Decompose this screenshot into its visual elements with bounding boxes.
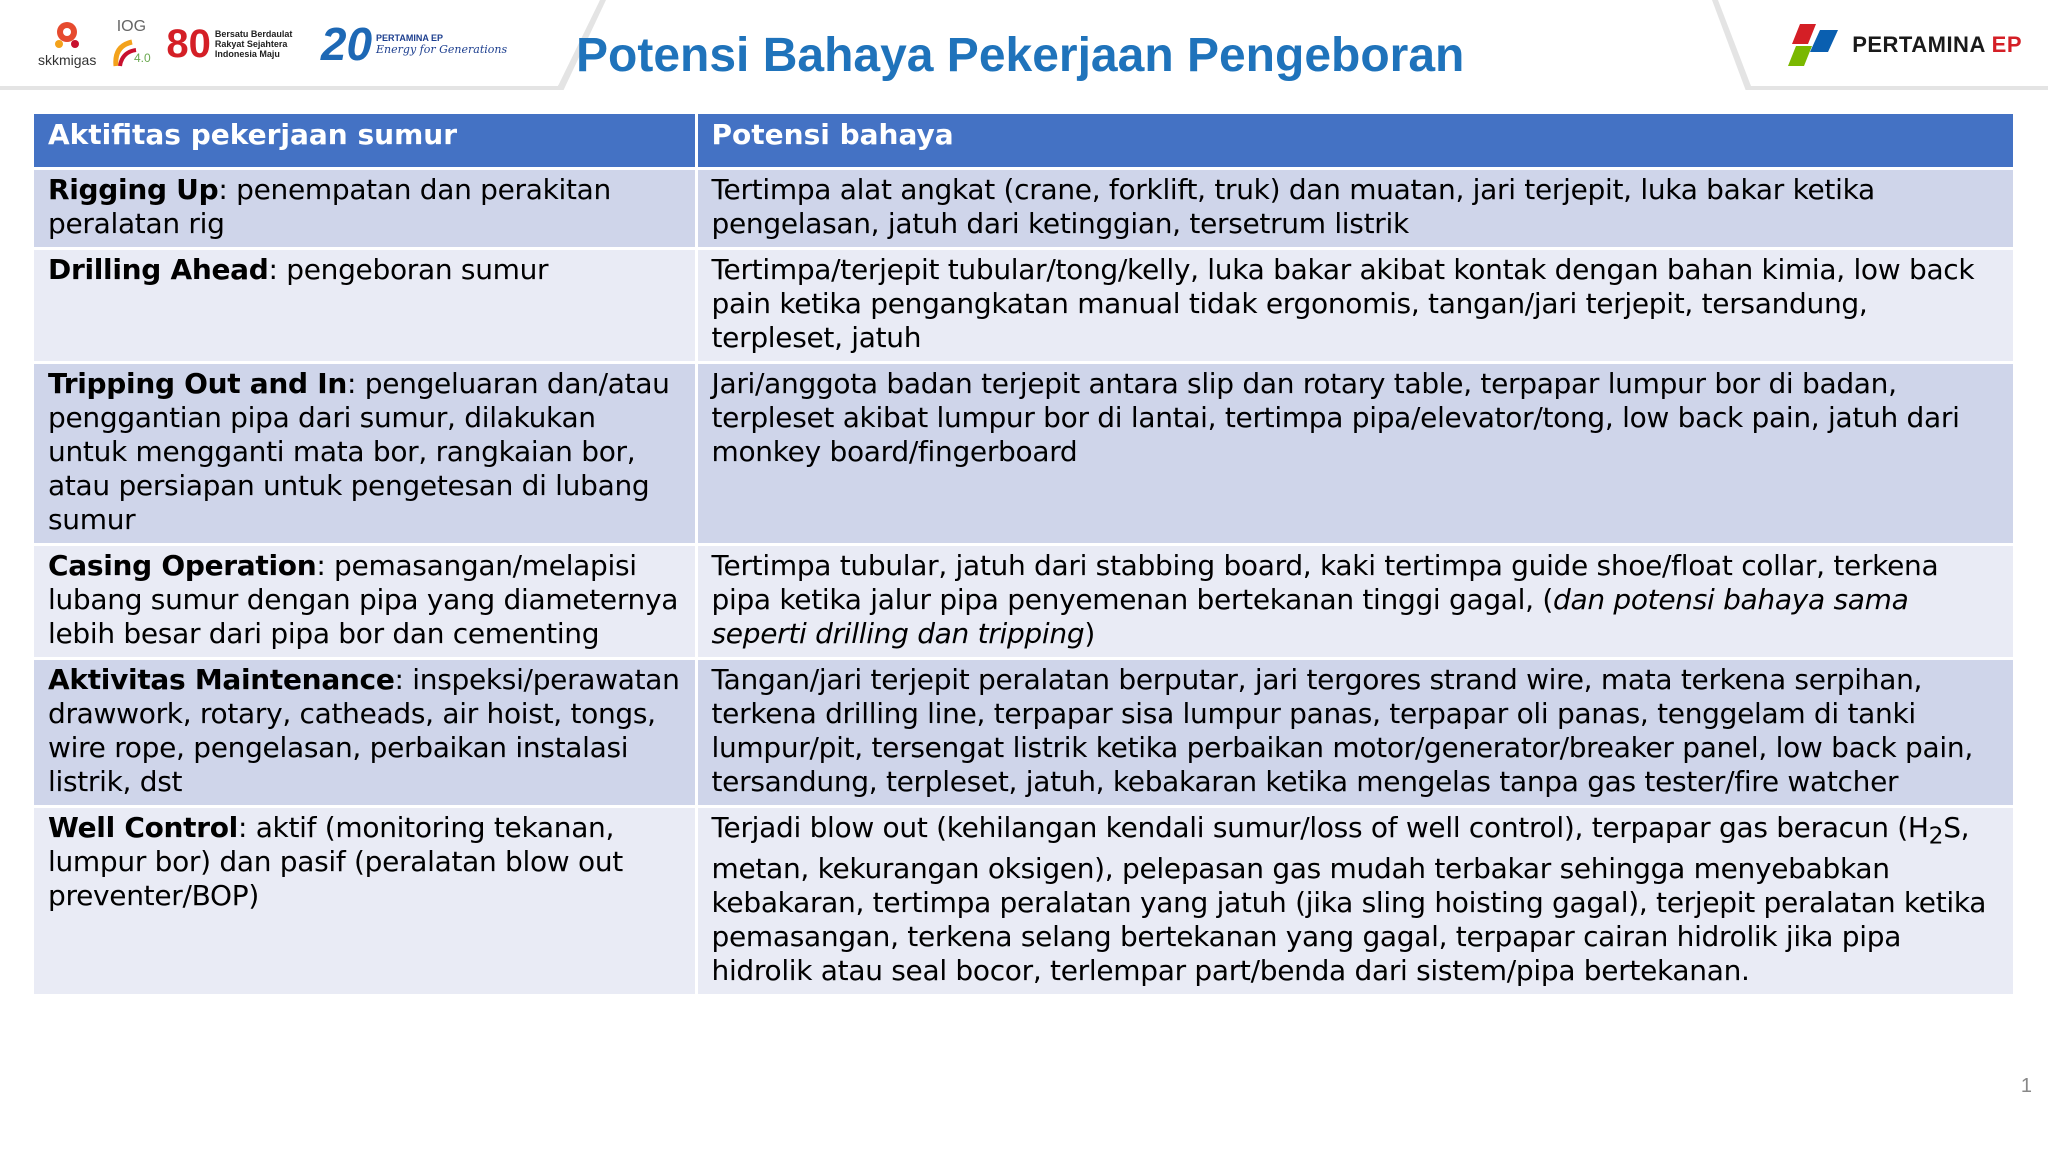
hazard-cell: Tertimpa alat angkat (crane, forklift, truk) dan muatan, jari terjepit, luka bakar ketika pengelasan, jatuh dari ketinggian, tersetrum listrik [696,168,2014,248]
partner-logos [38,16,507,72]
hazard-cell: Terjadi blow out (kehilangan kendali sumur/loss of well control), terpapar gas beracun ($H_2S$, metan, kekurangan oksigen), pelepasan gas mudah terbakar sehingga menyebabkan kebakaran, tertimpa peralatan yang jatuh (jika sling hoisting gagal), terjepit peralatan ketika pemasangan, terkena selang bertekanan yang gagal, terpapar cairan hidrolik jika pipa hidrolik atau seal bocor, terlempar part/benda dari sistem/pipa bertekanan. [696,806,2014,996]
activity-name: Tripping Out and In [48,366,347,400]
table-row [34,544,2014,658]
activity-cell [34,806,696,996]
activity-cell [34,658,696,806]
activity-name: Well Control [48,810,238,844]
activity-description: : aktif (monitoring tekanan, lumpur bor) dan pasif (peralatan blow out preventer/BOP) [48,810,623,912]
iog-emblem-icon [110,36,152,70]
iog-logo [110,18,152,70]
pertamina-arrow-icon [1786,22,1842,68]
activity-name: Drilling Ahead [48,252,269,286]
iog-text: IOG [116,18,147,35]
table-header-row [34,114,2014,168]
table-row [34,806,2014,996]
activity-name: Aktivitas Maintenance [48,662,395,696]
column-header-activity: Aktifitas pekerjaan sumur [34,114,696,168]
table-row [34,168,2014,248]
pertamina-ep-logo [1786,22,2022,68]
iog-sub-text: 4.0 [134,51,152,65]
activity-cell [34,544,696,658]
80-year-logo [166,24,307,64]
activity-name: Rigging Up [48,172,219,206]
activity-name: Casing Operation [48,548,317,582]
activity-description: : pengeluaran dan/atau penggantian pipa dari sumur, dilakukan untuk mengganti mata bor, rangkaian bor, atau persiapan untuk pengetesan di lubang sumur [48,366,670,536]
hazard-cell: Tertimpa/terjepit tubular/tong/kelly, luka bakar akibat kontak dengan bahan kimia, low back pain ketika pengangkatan manual tidak ergonomis, tangan/jari terjepit, tersandung, terpleset, jatuh [696,248,2014,362]
activity-cell [34,362,696,544]
hazard-cell: Jari/anggota badan terjepit antara slip dan rotary table, terpapar lumpur bor di badan, terpleset akibat lumpur bor di lantai, tertimpa pipa/elevator/tong, low back pain, jatuh dari monkey board/fingerboard [696,362,2014,544]
80-number: 80 [166,22,211,66]
skkmigas-icon [50,20,84,50]
brand-name: PERTAMINA EP [1852,32,2022,57]
activity-description: : pemasangan/melapisi lubang sumur dengan pipa yang diameternya lebih besar dari pipa bor dan cementing [48,548,679,650]
skkmigas-text: skkmigas [38,52,97,68]
activity-description: : pengeboran sumur [268,252,549,286]
table-row [34,248,2014,362]
activity-description: : penempatan dan perakitan peralatan rig [48,172,611,240]
hazard-italic-note: dan potensi bahaya sama seperti drilling dan tripping [711,582,1909,650]
20-number: 20 [320,18,373,70]
hazard-cell: Tertimpa tubular, jatuh dari stabbing board, kaki tertimpa guide shoe/float collar, terkena pipa ketika jalur pipa penyemenan bertekanan tinggi gagal, (dan potensi bahaya sama seperti drilling dan tripping) [696,544,2014,658]
hazard-cell: Tangan/jari terjepit peralatan berputar, jari tergores strand wire, mata terkena serpihan, terkena drilling line, terpapar sisa lumpur panas, terpapar oli panas, tenggelam di tanki lumpur/pit, tersengat listrik ketika perbaikan motor/generator/breaker panel, low back pain, tersandung, terpleset, jatuh, kebakaran ketika mengelas tanpa gas tester/fire watcher [696,658,2014,806]
20-tagline: Energy for Generations [376,42,508,56]
table-row [34,658,2014,806]
20-year-logo [320,18,508,70]
column-header-hazard: Potensi bahaya [696,114,2014,168]
hazard-table [34,114,2016,997]
table-row [34,362,2014,544]
skkmigas-logo [38,20,96,68]
activity-cell [34,248,696,362]
80-slogan: Bersatu Berdaulat Rakyat Sejahtera Indonesia Maju [214,29,293,59]
activity-description: : inspeksi/perawatan drawwork, rotary, catheads, air hoist, tongs, wire rope, pengelasan, perbaikan instalasi listrik, dst [48,662,680,798]
subscript-2: 2 [1928,821,1944,850]
activity-cell [34,168,696,248]
20-brand: PERTAMINA EP [376,32,444,43]
page-title: Potensi Bahaya Pekerjaan Pengeboran [576,29,1465,82]
page-number: 1 [2020,1075,2032,1097]
